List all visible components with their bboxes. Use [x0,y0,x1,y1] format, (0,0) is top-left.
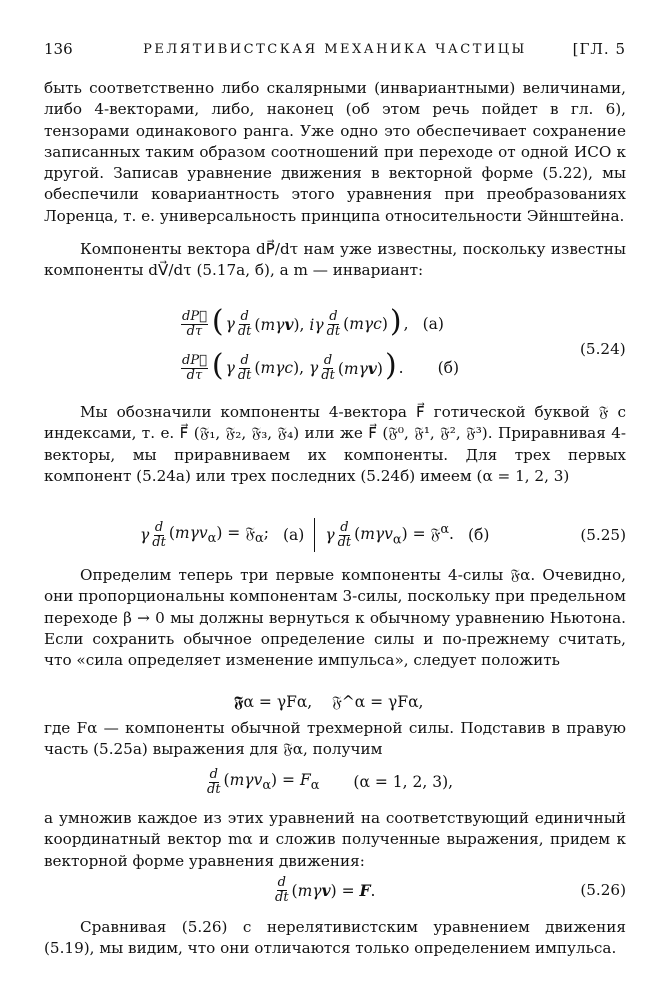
fraction-dP-dtau: $\frac{dP⃗}{d\tau}$ [182,308,207,339]
paragraph-4: Определим теперь три первые компоненты 4-силы 𝔉α. Очевидно, они пропорциональны компонентам 3-силы, поскольку при предельном переходе β → 0 мы должны вернуться к обычному уравнению Ньютона. Если сохранить обычное определение силы и по-прежнему считать, что «сила определяет изменение импульса», следует положить [44,566,626,670]
equation-5-25: γ $\frac{d}{dt}$ (mγv$_\alpha$) = 𝔉$_\alpha$; (а) γ $\frac{d}{dt}$ (mγv$_\alpha$) = 𝔉$^\alpha$. (б) (5.25) [44,515,626,555]
eq-label-a: (а) [282,526,305,544]
equation-component-motion: $\frac{d}{dt}$ $(m\gamma v_\alpha) = F_\alpha$ (α = 1, 2, 3), [207,766,454,797]
equation-force-definition [44,682,626,722]
running-title: РЕЛЯТИВИСТСКАЯ МЕХАНИКА ЧАСТИЦЫ [143,42,527,57]
paragraph-6: а умножив каждое из этих уравнений на соответствующий единичный координатный вектор mα и сложив полученные выражения, придем к векторной форме уравнения движения: [44,809,626,870]
equation-number-5-25: (5.25) [580,526,626,544]
page-header [44,40,626,60]
chapter-ref: [ГЛ. 5 [572,40,626,58]
force-relation: 𝕱α = γFα, 𝔉^α = γFα, [234,692,424,711]
eq-label-b: (б) [437,359,460,377]
equation-5-24b: $\frac{dP⃗}{d\tau}$ ( γ $\frac{d}{dt}$ (mγc), γ $\frac{d}{dt}$ (mγv) ) . (б) [182,348,460,383]
paragraph-5: где Fα — компоненты обычной трехмерной силы. Подставив в правую часть (5.25а) выражения для 𝔉α, получим [44,719,626,759]
equation-number-5-24: (5.24) [580,340,626,358]
paragraph-1: быть соответственно либо скалярными (инвариантными) величинами, либо 4-векторами, либо, наконец (об этом речь пойдет в гл. 6), тензорами одинакового ранга. Уже одно это обеспечивает сохранение записанных таким образом соотношений при переходе от одной ИСО к другой. Записав уравнение движения в векторной форме (5.22), мы обеспечили ковариантность этого уравнения при преобразованиях Лоренца, т. е. универсальность принципа относительности Эйнштейна. [44,79,626,225]
separator-bar [314,518,315,552]
equation-5-26: $\frac{d}{dt}$ (mγv) = F. (5.26) [275,874,626,905]
paragraph-7: Сравнивая (5.26) с нерелятивистским уравнением движения (5.19), мы видим, что они отличаются только определением импульса. [44,918,626,958]
eq-label-b: (б) [467,526,490,544]
page-number: 136 [44,40,73,58]
equation-number-5-26: (5.26) [580,881,626,899]
paragraph-2: Компоненты вектора dP⃗/dτ нам уже известны, поскольку известны компоненты dV⃗/dτ (5.17а, б), а m — инвариант: [44,240,626,280]
equation-5-24a: $\frac{dP⃗}{d\tau}$ ( γ $\frac{d}{dt}$ (mγv), iγ $\frac{d}{dt}$ (mγc) ) , (а) [182,304,444,339]
eq-label-a: (а) [422,315,444,333]
alpha-condition: (α = 1, 2, 3), [353,773,454,791]
paragraph-3: Мы обозначили компоненты 4-вектора F⃗ готической буквой 𝔉 с индексами, т. е. F⃗ (𝔉₁, 𝔉₂, 𝔉₃, 𝔉₄) или же F⃗ (𝔉⁰, 𝔉¹, 𝔉², 𝔉³). Приравнивая 4-векторы, мы приравниваем их компоненты. Для трех первых компонент (5.24а) или трех последних (5.24б) имеем (α = 1, 2, 3) [44,403,626,485]
